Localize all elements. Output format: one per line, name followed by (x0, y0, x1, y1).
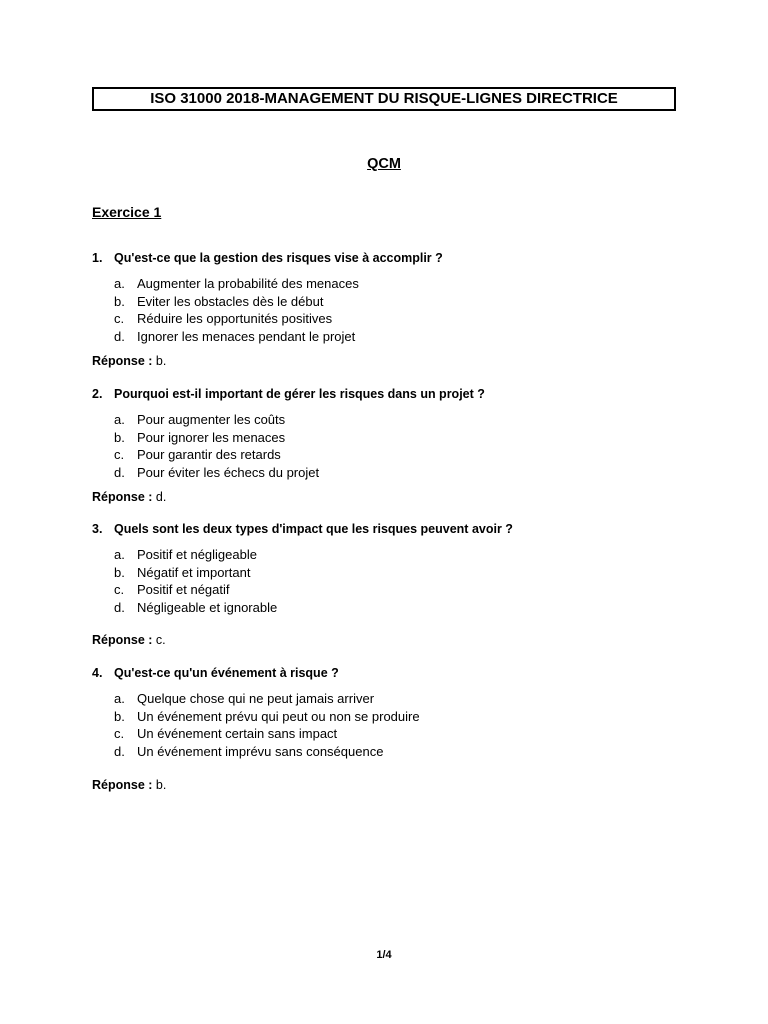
answer-2 (92, 489, 166, 506)
option-item (114, 564, 674, 582)
option-text: Un événement imprévu sans conséquence (137, 744, 384, 760)
option-letter: b. (114, 293, 125, 309)
option-letter: a. (114, 276, 125, 291)
option-letter: b. (114, 708, 125, 724)
option-text: Pour garantir des retards (137, 447, 281, 463)
answer-label: Réponse : (92, 778, 153, 792)
question-3-options (114, 546, 674, 617)
answer-value: d. (155, 490, 167, 504)
question-1-options (114, 275, 674, 346)
option-item (114, 275, 674, 293)
question-text: Pourquoi est-il important de gérer les risques dans un projet ? (114, 387, 485, 401)
option-letter: b. (114, 564, 125, 580)
option-text: Un événement prévu qui peut ou non se produire (137, 708, 420, 724)
option-text: Négatif et important (137, 564, 251, 580)
document-title: ISO 31000 2018-MANAGEMENT DU RISQUE-LIGNES DIRECTRICE (92, 87, 676, 111)
option-letter: d. (114, 329, 125, 345)
option-item (114, 328, 674, 346)
question-3 (92, 521, 692, 538)
option-letter: a. (114, 547, 125, 562)
question-number: 1. (92, 251, 103, 265)
option-text: Quelque chose qui ne peut jamais arriver (137, 691, 375, 706)
option-item (114, 725, 674, 743)
answer-label: Réponse : (92, 490, 153, 504)
option-text: Positif et négatif (137, 582, 230, 598)
option-text: Pour éviter les échecs du projet (137, 465, 320, 481)
answer-value: b. (155, 354, 167, 368)
option-text: Eviter les obstacles dès le début (137, 293, 324, 309)
option-text: Ignorer les menaces pendant le projet (137, 329, 356, 345)
option-text: Négligeable et ignorable (137, 600, 278, 616)
question-text: Qu'est-ce qu'un événement à risque ? (114, 666, 339, 680)
option-item (114, 293, 674, 311)
option-letter: c. (114, 447, 125, 463)
question-1 (92, 250, 692, 267)
question-2-options (114, 411, 674, 482)
option-item (114, 446, 674, 464)
question-4 (92, 665, 692, 682)
option-letter: b. (114, 429, 125, 445)
option-letter: c. (114, 311, 125, 327)
option-item (114, 546, 674, 564)
question-number: 2. (92, 387, 103, 401)
option-letter: a. (114, 412, 125, 427)
option-letter: d. (114, 465, 125, 481)
option-text: Réduire les opportunités positives (137, 311, 333, 327)
option-letter: c. (114, 726, 125, 742)
question-2 (92, 386, 692, 403)
option-item (114, 690, 674, 708)
option-letter: a. (114, 691, 125, 706)
answer-4 (92, 777, 166, 794)
answer-value: c. (155, 633, 166, 647)
option-text: Augmenter la probabilité des menaces (137, 276, 359, 291)
option-item (114, 581, 674, 599)
answer-label: Réponse : (92, 354, 153, 368)
exercise-heading: Exercice 1 (92, 204, 162, 220)
option-letter: c. (114, 582, 125, 598)
option-item (114, 411, 674, 429)
document-subtitle: QCM (367, 156, 401, 172)
option-text: Un événement certain sans impact (137, 726, 338, 742)
question-text: Quels sont les deux types d'impact que les risques peuvent avoir ? (114, 522, 513, 536)
option-item (114, 464, 674, 482)
page-number: 1/4 (376, 949, 392, 961)
answer-value: b. (155, 778, 167, 792)
option-text: Positif et négligeable (137, 547, 257, 562)
question-number: 3. (92, 522, 103, 536)
option-item (114, 599, 674, 617)
question-text: Qu'est-ce que la gestion des risques vise à accomplir ? (114, 251, 443, 265)
option-letter: d. (114, 744, 125, 760)
answer-1 (92, 353, 166, 370)
answer-3 (92, 632, 166, 649)
answer-label: Réponse : (92, 633, 153, 647)
option-item (114, 743, 674, 761)
option-item (114, 429, 674, 447)
option-text: Pour augmenter les coûts (137, 412, 286, 427)
option-item (114, 708, 674, 726)
question-4-options (114, 690, 674, 761)
option-letter: d. (114, 600, 125, 616)
option-item (114, 310, 674, 328)
option-text: Pour ignorer les menaces (137, 429, 286, 445)
question-number: 4. (92, 666, 103, 680)
